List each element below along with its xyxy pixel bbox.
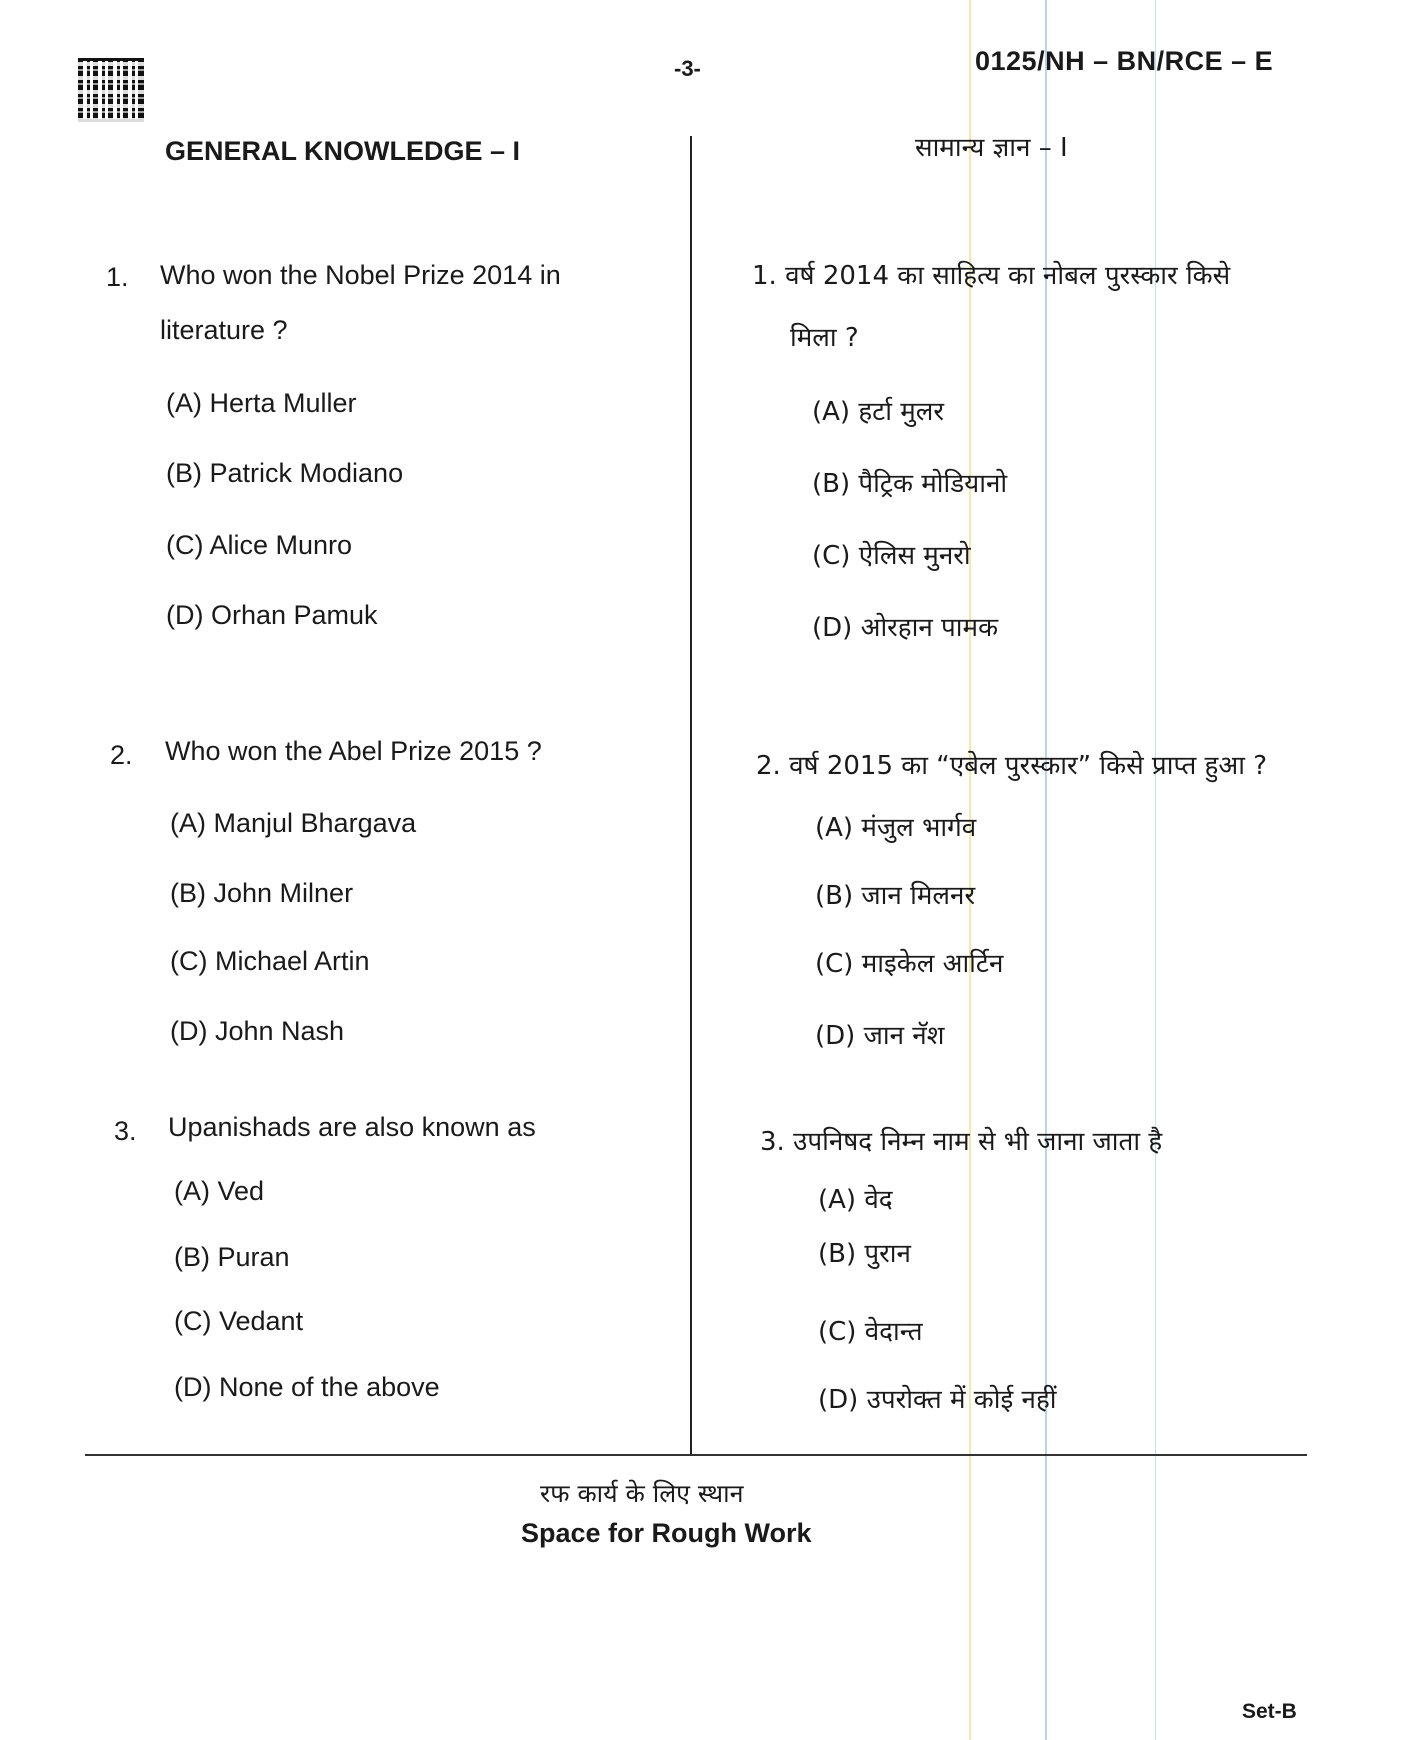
- question-line: literature ?: [160, 315, 288, 345]
- option-d-hindi: (D) उपरोक्त में कोई नहीं: [818, 1385, 1057, 1415]
- question-line: Who won the Abel Prize 2015 ?: [165, 736, 542, 766]
- option-a-hindi: (A) हर्टा मुलर: [812, 397, 945, 427]
- rough-work-label: Space for Rough Work: [521, 1518, 812, 1548]
- option-a: (A) Ved: [174, 1176, 265, 1206]
- question-line-hindi: 2. वर्ष 2015 का “एबेल पुरस्कार” किसे प्राप्त हुआ ?: [756, 751, 1267, 781]
- rough-work-label-hindi: रफ कार्य के लिए स्थान: [540, 1479, 744, 1508]
- option-b-hindi: (B) पुरान: [818, 1239, 911, 1269]
- column-divider: [690, 136, 692, 1454]
- question-line: Upanishads are also known as: [168, 1112, 536, 1142]
- qr-code-icon: [78, 58, 144, 122]
- option-d-hindi: (D) जान नॅश: [815, 1021, 945, 1051]
- section-title-hindi: सामान्य ज्ञान – I: [915, 133, 1068, 163]
- option-c-hindi: (C) वेदान्त: [818, 1317, 923, 1347]
- set-label: Set-B: [1242, 1700, 1297, 1723]
- option-a: (A) Herta Muller: [166, 388, 357, 418]
- question-line-hindi: 1. वर्ष 2014 का साहित्य का नोबल पुरस्कार किसे: [752, 261, 1231, 291]
- option-c-hindi: (C) माइकेल आर्टिन: [815, 949, 1004, 979]
- option-b: (B) Puran: [174, 1242, 290, 1272]
- option-a-hindi: (A) मंजुल भार्गव: [815, 813, 977, 843]
- question-line-hindi: 3. उपनिषद निम्न नाम से भी जाना जाता है: [760, 1127, 1163, 1157]
- question-line-hindi: मिला ?: [790, 323, 859, 353]
- question-text: [160, 248, 561, 358]
- option-c: (C) Vedant: [174, 1306, 304, 1336]
- horizontal-rule: [85, 1454, 1307, 1456]
- option-b: (B) John Milner: [170, 878, 354, 908]
- option-b: (B) Patrick Modiano: [166, 458, 404, 488]
- option-d: (D) Orhan Pamuk: [166, 600, 378, 630]
- option-d: (D) John Nash: [170, 1016, 345, 1046]
- question-number: 2.: [110, 740, 133, 770]
- question-line: Who won the Nobel Prize 2014 in: [160, 260, 561, 290]
- option-b-hindi: (B) पैट्रिक मोडियानो: [812, 469, 1008, 499]
- option-c-hindi: (C) ऐलिस मुनरो: [812, 541, 971, 571]
- option-c: (C) Alice Munro: [166, 530, 353, 560]
- page-number: -3-: [674, 56, 701, 81]
- question-number: 1.: [106, 262, 129, 292]
- question-number: 3.: [114, 1116, 137, 1146]
- option-a-hindi: (A) वेद: [818, 1185, 893, 1215]
- option-d: (D) None of the above: [174, 1372, 440, 1402]
- option-b-hindi: (B) जान मिलनर: [815, 881, 976, 911]
- option-c: (C) Michael Artin: [170, 946, 370, 976]
- paper-code: 0125/NH – BN/RCE – E: [975, 46, 1274, 76]
- option-d-hindi: (D) ओरहान पामक: [812, 613, 999, 643]
- option-a: (A) Manjul Bhargava: [170, 808, 417, 838]
- section-title-english: GENERAL KNOWLEDGE – I: [165, 136, 521, 166]
